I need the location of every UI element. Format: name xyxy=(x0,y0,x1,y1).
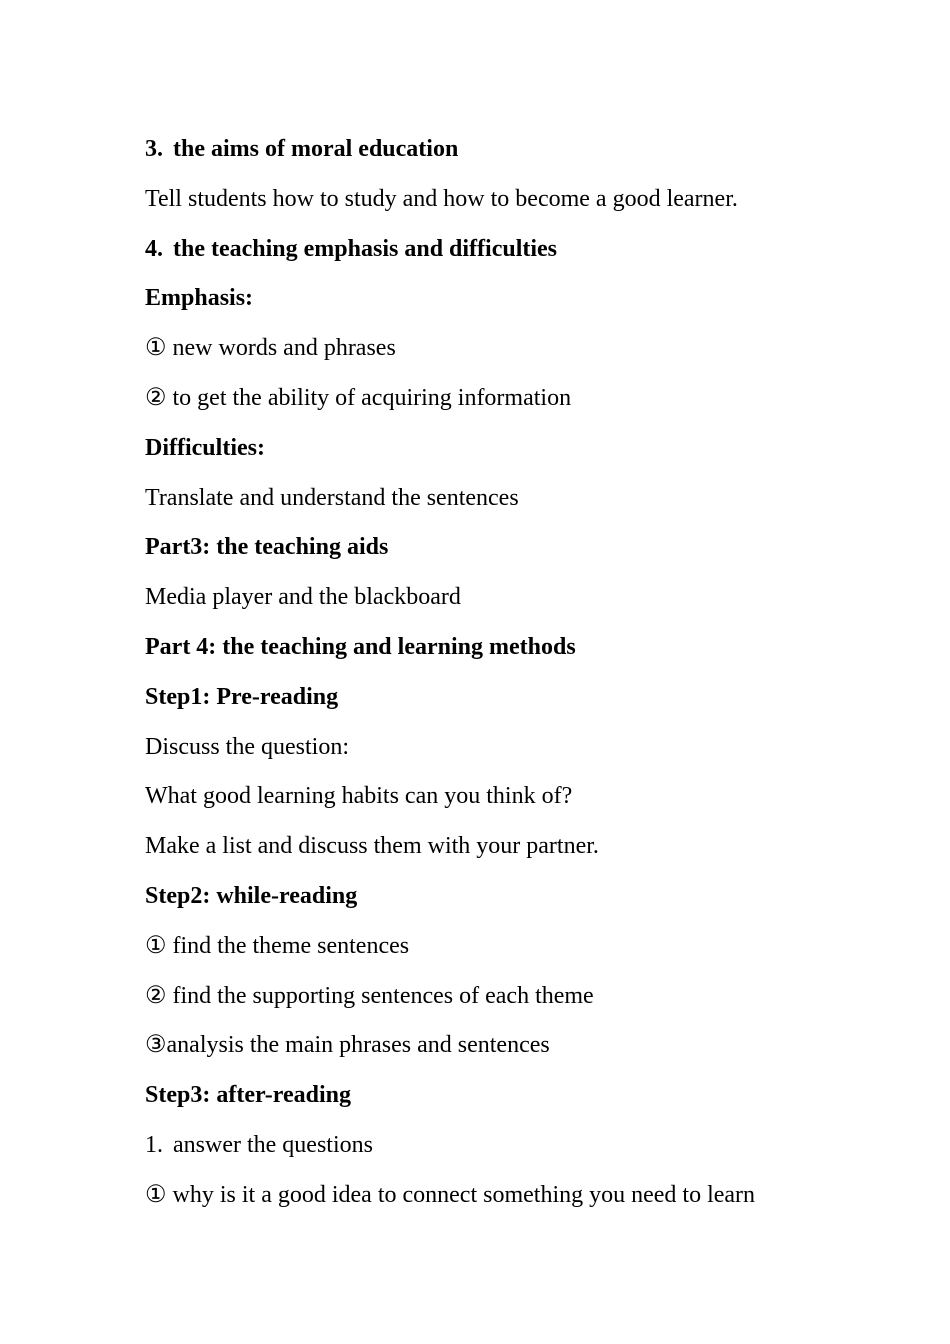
step1-text: Discuss the question: xyxy=(145,733,349,760)
step2-item: ② find the supporting sentences of each theme xyxy=(145,982,594,1009)
emphasis-item: ② to get the ability of acquiring information xyxy=(145,384,572,411)
step2-item: ③analysis the main phrases and sentences xyxy=(145,1032,550,1059)
step1-heading: Step1: Pre-reading xyxy=(145,683,339,710)
emphasis-label: Emphasis: xyxy=(145,285,254,312)
step3-heading: Step3: after-reading xyxy=(145,1082,351,1109)
step2-heading: Step2: while-reading xyxy=(145,882,358,909)
emphasis-item: ① new words and phrases xyxy=(145,335,396,362)
part4-heading: Part 4: the teaching and learning methods xyxy=(145,633,576,660)
list-text: answer the questions xyxy=(173,1131,373,1158)
section-number: 4. xyxy=(145,235,163,262)
section-title: the aims of moral education xyxy=(173,136,459,162)
section-heading-emphasis-difficulties xyxy=(145,231,845,281)
part3-text: Media player and the blackboard xyxy=(145,584,461,611)
step2-item: ① find the theme sentences xyxy=(145,932,410,959)
part3-heading: Part3: the teaching aids xyxy=(145,534,389,561)
difficulties-label: Difficulties: xyxy=(145,434,265,461)
step3-subheading xyxy=(145,1127,845,1177)
section-heading-moral-aims xyxy=(145,131,845,181)
moral-aims-text: Tell students how to study and how to become a good learner. xyxy=(145,185,738,212)
step1-text: Make a list and discuss them with your partner. xyxy=(145,833,599,860)
step1-text: What good learning habits can you think of? xyxy=(145,783,573,810)
difficulties-text: Translate and understand the sentences xyxy=(145,484,519,511)
section-number: 3. xyxy=(145,136,163,162)
step3-item: ① why is it a good idea to connect something you need to learn xyxy=(145,1181,756,1208)
section-title: the teaching emphasis and difficulties xyxy=(173,235,558,262)
list-number: 1. xyxy=(145,1131,163,1158)
document-body xyxy=(145,131,845,1227)
